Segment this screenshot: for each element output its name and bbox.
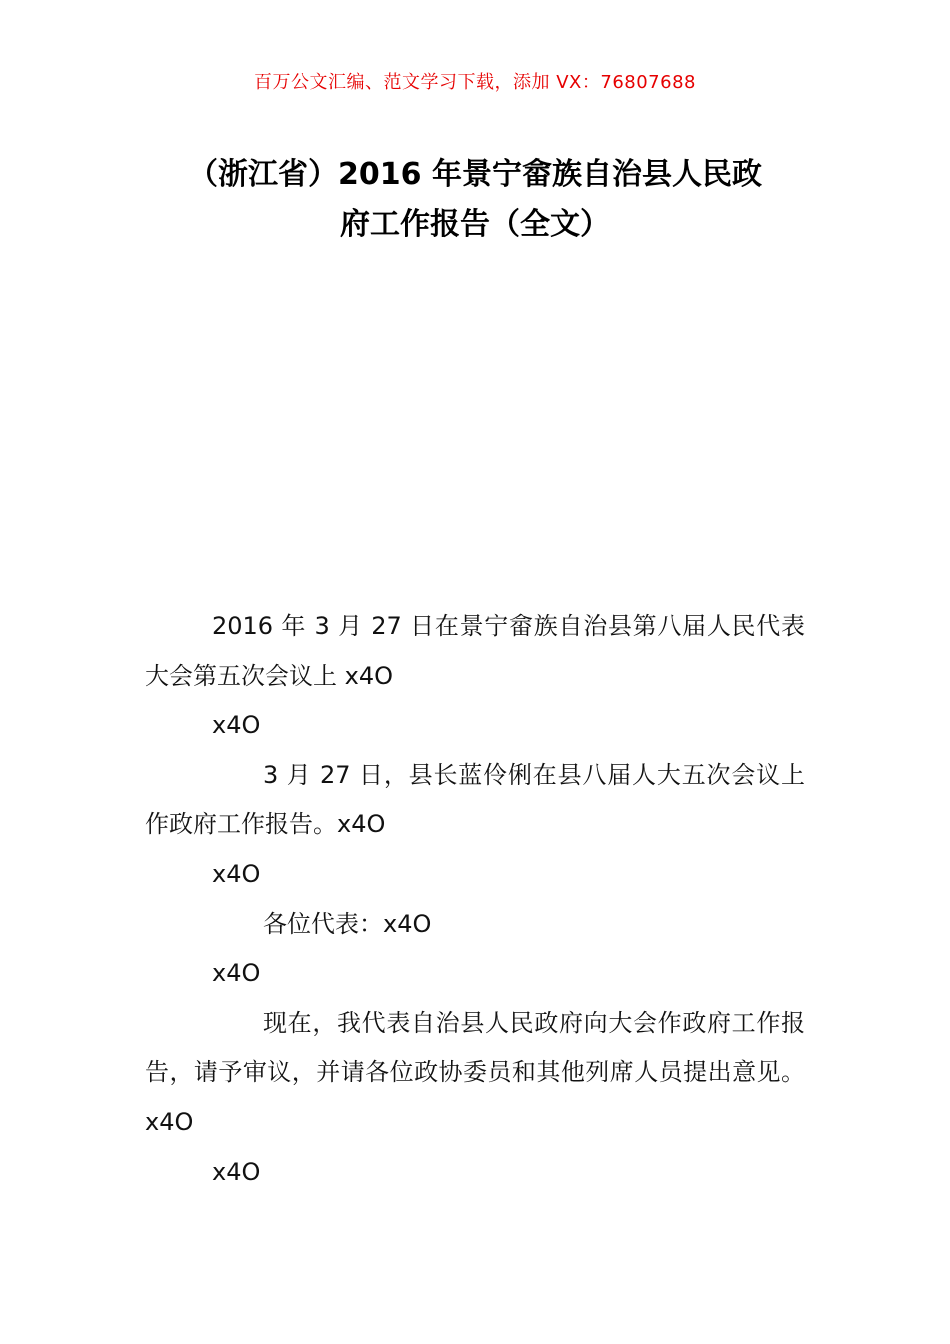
title-line-2: 府工作报告（全文） [340, 207, 610, 242]
page-title [145, 150, 805, 250]
paragraph-meeting-info: 2016 年 3 月 27 日在景宁畲族自治县第八届人民代表大会第五次会议上 x4O [145, 612, 805, 690]
paragraph-marker: x4O [212, 859, 261, 888]
promo-header: 百万公文汇编、范文学习下载，添加 VX：76807688 [254, 72, 696, 93]
document-body [145, 602, 805, 1197]
title-line-1: （浙江省）2016 年景宁畲族自治县人民政 [188, 157, 762, 192]
paragraph-marker: x4O [212, 1157, 261, 1186]
paragraph-opening: 现在，我代表自治县人民政府向大会作政府工作报告，请予审议，并请各位政协委员和其他列席人员提出意见。x4O [145, 1008, 805, 1136]
paragraph-salutation: 各位代表：x4O [263, 909, 432, 938]
paragraph-marker: x4O [212, 959, 261, 988]
paragraph-report-intro: 3 月 27 日，县长蓝伶俐在县八届人大五次会议上作政府工作报告。x4O [145, 760, 805, 839]
paragraph-marker: x4O [212, 711, 261, 740]
